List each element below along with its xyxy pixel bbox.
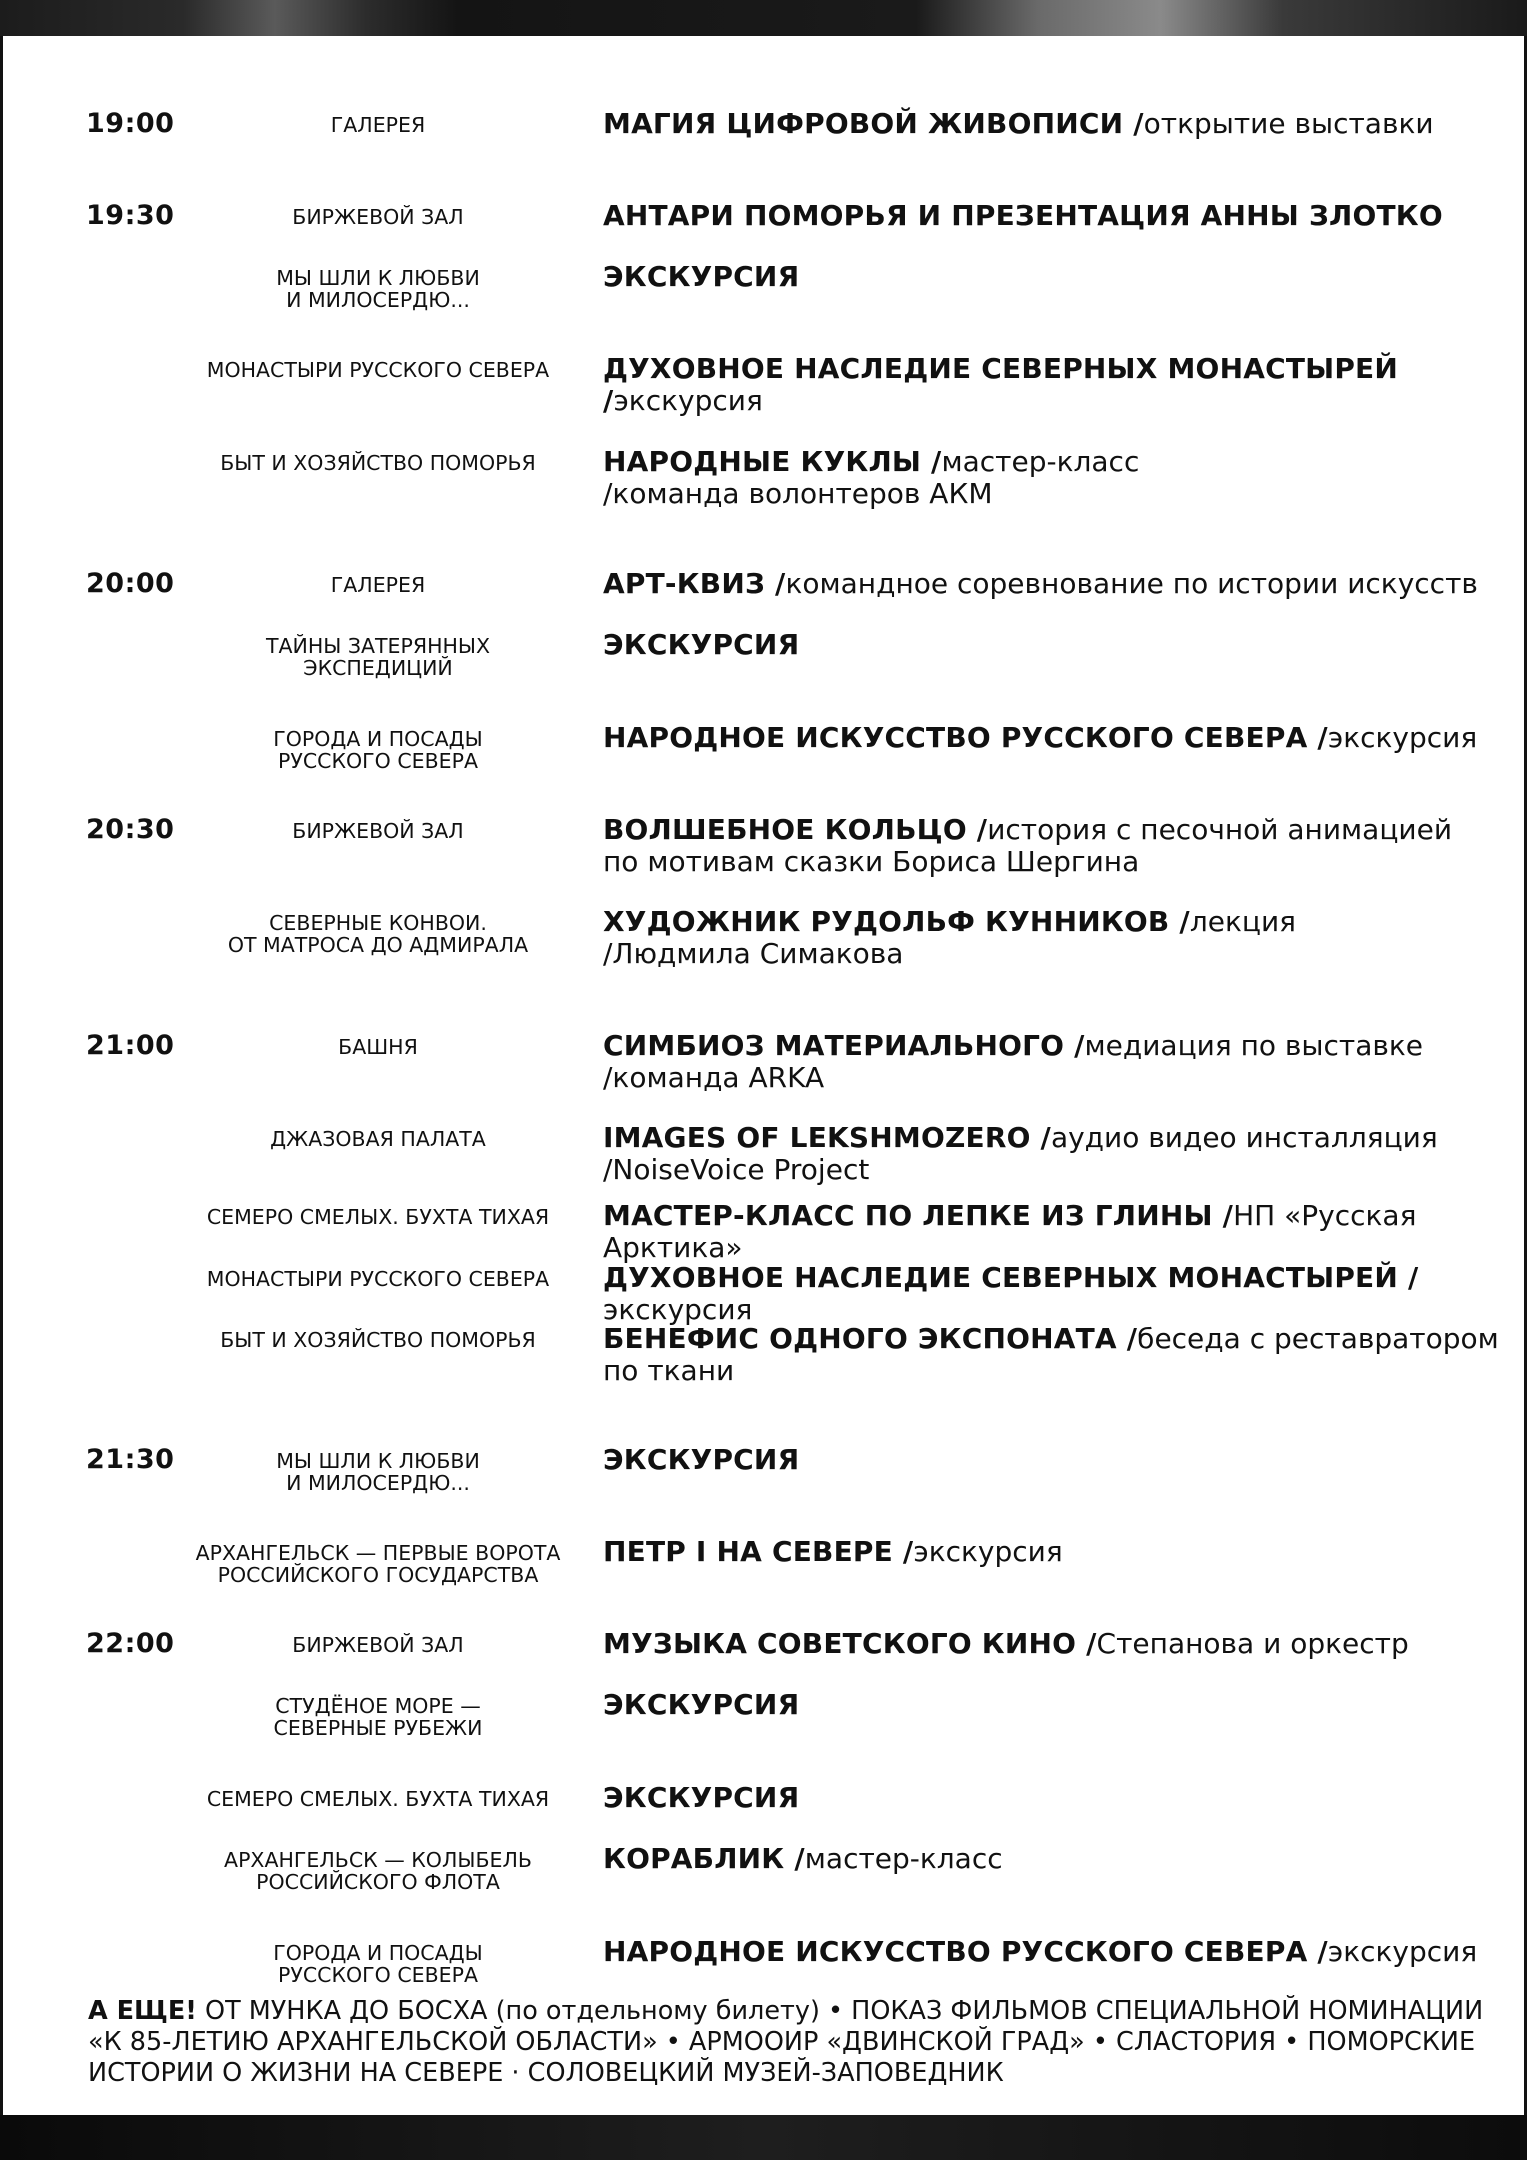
event-title: БЕНЕФИС ОДНОГО ЭКСПОНАТА /	[603, 1322, 1138, 1355]
event-description: командное соревнование по истории искусств	[785, 567, 1478, 600]
event-description: открытие выставки	[1143, 107, 1434, 140]
event-title: КОРАБЛИК /	[603, 1842, 805, 1875]
event-text	[603, 1323, 1503, 1387]
event-title: ЭКСКУРСИЯ	[603, 628, 800, 661]
event-text	[603, 1200, 1503, 1264]
event-text	[603, 353, 1503, 417]
event-title: ДУХОВНОЕ НАСЛЕДИЕ СЕВЕРНЫХ МОНАСТЫРЕЙ /	[603, 352, 1399, 417]
venue-label: СТУДЁНОЕ МОРЕ — СЕВЕРНЫЕ РУБЕЖИ	[273, 1694, 483, 1740]
footer-note	[88, 1996, 1488, 2089]
footer-text: ОТ МУНКА ДО БОСХА (по отдельному билету) • ПОКАЗ ФИЛЬМОВ СПЕЦИАЛЬНОЙ НОМИНАЦИИ «К 85-ЛЕТИЮ АРХАНГЕЛЬСКОЙ ОБЛАСТИ» • АРМООИР «ДВИНСКОЙ ГРАД» • СЛАСТОРИЯ • ПОМОРСКИЕ ИСТОРИИ О ЖИЗНИ НА СЕВЕРЕ · СОЛОВЕЦКИЙ МУЗЕЙ-ЗАПОВЕДНИК	[88, 1996, 1484, 2088]
event-title: ДУХОВНОЕ НАСЛЕДИЕ СЕВЕРНЫХ МОНАСТЫРЕЙ /	[603, 1261, 1419, 1294]
event-text	[603, 200, 1503, 232]
venue-label: ГОРОДА И ПОСАДЫ РУССКОГО СЕВЕРА	[273, 1941, 483, 1987]
venue-label: МОНАСТЫРИ РУССКОГО СЕВЕРА	[206, 358, 550, 382]
event-description: история с песочной анимацией по мотивам сказки Бориса Шергина	[603, 813, 1453, 878]
venue-label: ТАЙНЫ ЗАТЕРЯННЫХ ЭКСПЕДИЦИЙ	[265, 634, 491, 680]
event-title: ВОЛШЕБНОЕ КОЛЬЦО /	[603, 813, 988, 846]
time-label: 22:00	[86, 1628, 175, 1659]
event-text	[603, 1782, 1503, 1814]
event-title: ЭКСКУРСИЯ	[603, 260, 800, 293]
event-text	[603, 1030, 1503, 1094]
event-title: ЭКСКУРСИЯ	[603, 1781, 800, 1814]
event-title: АНТАРИ ПОМОРЬЯ И ПРЕЗЕНТАЦИЯ АННЫ ЗЛОТКО	[603, 199, 1443, 232]
venue-label: МЫ ШЛИ К ЛЮБВИ И МИЛОСЕРДЮ...	[276, 1449, 480, 1495]
footer-lead: А ЕЩЕ!	[88, 1996, 197, 2026]
venue-label: ГАЛЕРЕЯ	[330, 113, 426, 137]
event-description: экскурсия	[1327, 721, 1478, 754]
event-text	[603, 1444, 1503, 1476]
venue-label: АРХАНГЕЛЬСК — ПЕРВЫЕ ВОРОТА РОССИЙСКОГО ГОСУДАРСТВА	[195, 1541, 561, 1587]
event-description: экскурсия	[1327, 1935, 1478, 1968]
venue-label: БИРЖЕВОЙ ЗАЛ	[292, 819, 464, 843]
event-text	[603, 568, 1503, 600]
event-title: ПЕТР I НА СЕВЕРЕ /	[603, 1535, 914, 1568]
event-text	[603, 629, 1503, 661]
top-photo-band	[0, 0, 1527, 36]
venue-label: СЕМЕРО СМЕЛЫХ. БУХТА ТИХАЯ	[206, 1787, 550, 1811]
event-text	[603, 1122, 1503, 1186]
venue-label: СЕВЕРНЫЕ КОНВОИ. ОТ МАТРОСА ДО АДМИРАЛА	[227, 911, 529, 957]
event-text	[603, 261, 1503, 293]
event-title: ЭКСКУРСИЯ	[603, 1688, 800, 1721]
event-text	[603, 1262, 1503, 1326]
time-label: 20:30	[86, 814, 175, 845]
venue-label: ГАЛЕРЕЯ	[330, 573, 426, 597]
schedule-sheet	[3, 36, 1524, 2115]
event-description: медиация по выставке /команда ARKA	[603, 1029, 1424, 1094]
event-title: IMAGES OF LEKSHMOZERO /	[603, 1121, 1051, 1154]
event-text	[603, 1843, 1503, 1875]
venue-label: АРХАНГЕЛЬСК — КОЛЫБЕЛЬ РОССИЙСКОГО ФЛОТА	[224, 1848, 532, 1894]
time-label: 21:00	[86, 1030, 175, 1061]
event-title: СИМБИОЗ МАТЕРИАЛЬНОГО /	[603, 1029, 1085, 1062]
event-title: МАГИЯ ЦИФРОВОЙ ЖИВОПИСИ /	[603, 107, 1144, 140]
event-title: НАРОДНОЕ ИСКУССТВО РУССКОГО СЕВЕРА /	[603, 721, 1328, 754]
venue-label: МЫ ШЛИ К ЛЮБВИ И МИЛОСЕРДЮ...	[276, 266, 480, 312]
time-label: 21:30	[86, 1444, 175, 1475]
event-text	[603, 1536, 1503, 1568]
venue-label: БЫТ И ХОЗЯЙСТВО ПОМОРЬЯ	[220, 451, 536, 475]
venue-label: ГОРОДА И ПОСАДЫ РУССКОГО СЕВЕРА	[273, 727, 483, 773]
event-text	[603, 814, 1503, 878]
event-text	[603, 906, 1503, 970]
event-description: аудио видео инсталляция /NoiseVoice Project	[603, 1121, 1438, 1186]
event-title: НАРОДНЫЕ КУКЛЫ /	[603, 445, 942, 478]
event-description: НП «Русская Арктика»	[603, 1199, 1417, 1264]
venue-label: СЕМЕРО СМЕЛЫХ. БУХТА ТИХАЯ	[206, 1205, 550, 1229]
event-title: МУЗЫКА СОВЕТСКОГО КИНО /	[603, 1627, 1097, 1660]
event-description: лекция /Людмила Симакова	[603, 905, 1296, 970]
event-description: мастер-класс /команда волонтеров АКМ	[603, 445, 1140, 510]
event-text	[603, 1689, 1503, 1721]
event-description: экскурсия	[913, 1535, 1063, 1568]
bottom-band	[0, 2115, 1527, 2160]
event-description: экскурсия	[613, 384, 763, 417]
venue-label: БИРЖЕВОЙ ЗАЛ	[292, 205, 464, 229]
venue-label: МОНАСТЫРИ РУССКОГО СЕВЕРА	[206, 1267, 550, 1291]
venue-label: БАШНЯ	[338, 1035, 418, 1059]
event-title: НАРОДНОЕ ИСКУССТВО РУССКОГО СЕВЕРА /	[603, 1935, 1328, 1968]
event-text	[603, 722, 1503, 754]
venue-label: ДЖАЗОВАЯ ПАЛАТА	[270, 1127, 486, 1151]
event-text	[603, 108, 1503, 140]
event-text	[603, 446, 1503, 510]
event-title: ХУДОЖНИК РУДОЛЬФ КУННИКОВ /	[603, 905, 1190, 938]
event-description: беседа с реставратором по ткани	[603, 1322, 1499, 1387]
event-text	[603, 1936, 1503, 1968]
event-description: Степанова и оркестр	[1096, 1627, 1409, 1660]
time-label: 20:00	[86, 568, 175, 599]
time-label: 19:00	[86, 108, 175, 139]
time-label: 19:30	[86, 200, 175, 231]
event-title: МАСТЕР-КЛАСС ПО ЛЕПКЕ ИЗ ГЛИНЫ /	[603, 1199, 1234, 1232]
event-title: АРТ-КВИЗ /	[603, 567, 786, 600]
venue-label: БЫТ И ХОЗЯЙСТВО ПОМОРЬЯ	[220, 1328, 536, 1352]
event-description: мастер-класс	[804, 1842, 1003, 1875]
event-title: ЭКСКУРСИЯ	[603, 1443, 800, 1476]
event-description: экскурсия	[603, 1293, 753, 1326]
event-text	[603, 1628, 1503, 1660]
venue-label: БИРЖЕВОЙ ЗАЛ	[292, 1633, 464, 1657]
